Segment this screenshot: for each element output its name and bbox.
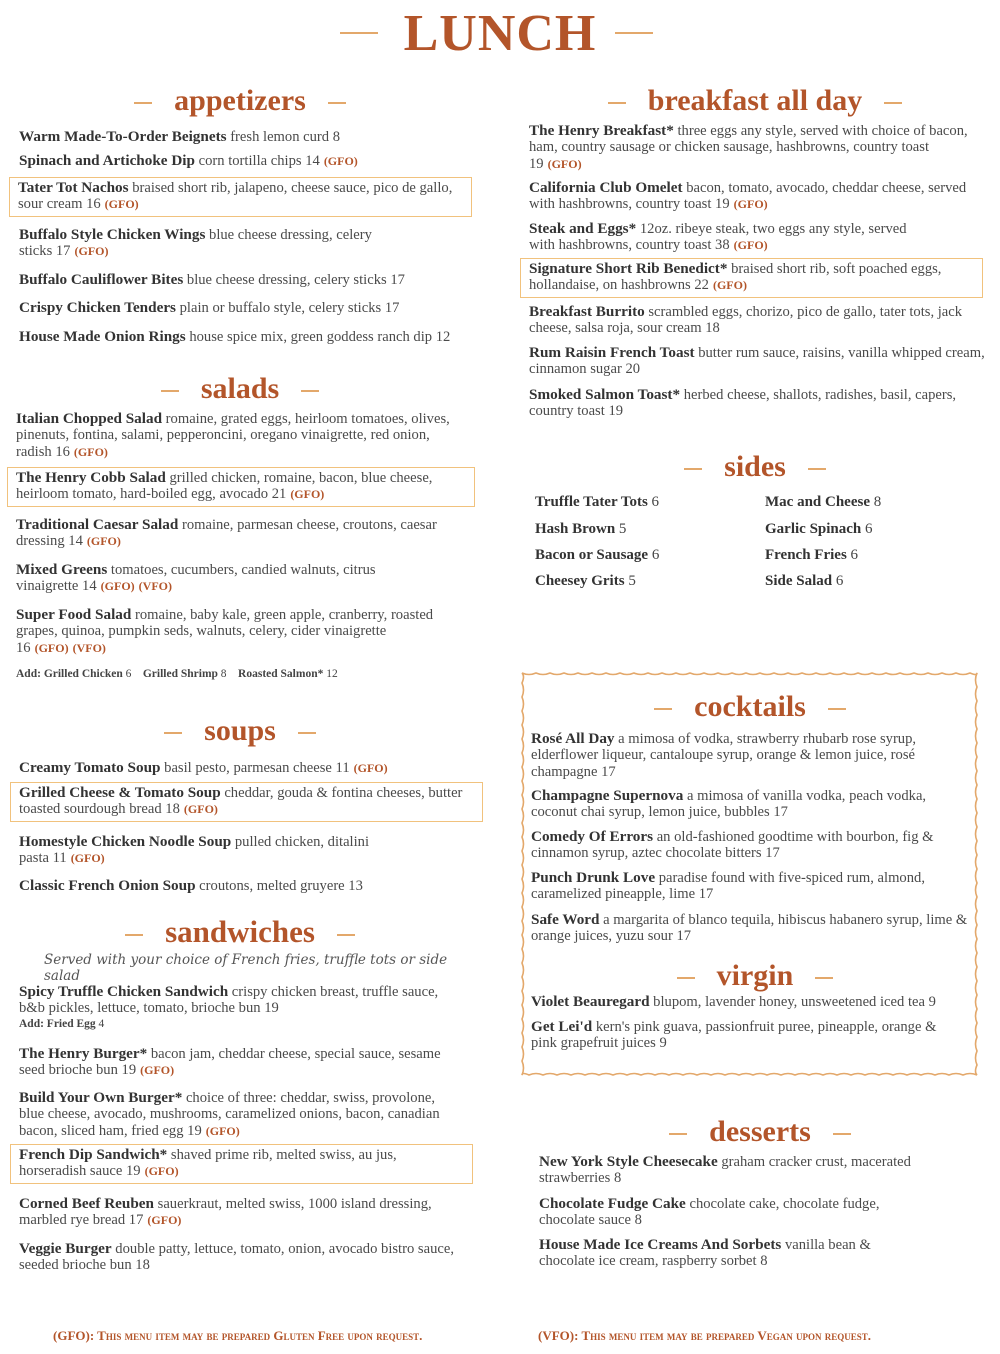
menu-item-featured: Tater Tot Nachos braised short rib, jalapeno, cheese sauce, pico de gallo, sour cream 16 (GFO) (9, 177, 472, 217)
menu-item: House Made Onion Rings house spice mix, green goddess ranch dip 12 (19, 328, 451, 345)
menu-item: Italian Chopped Salad romaine, grated eggs, heirloom tomatoes, olives, pinenuts, fontina, salami, pepperoncini, oregano vinaigrette, red onion, radish 16 (GFO) (16, 410, 450, 460)
cocktails-title: cocktails (600, 690, 900, 724)
menu-item-featured: Signature Short Rib Benedict* braised short rib, soft poached eggs, hollandaise, on hashbrowns 22 (GFO) (520, 258, 983, 298)
menu-item: Veggie Burger double patty, lettuce, tomato, onion, avocado bistro sauce, seeded brioche bun 18 (19, 1240, 454, 1274)
menu-item: California Club Omelet bacon, tomato, avocado, cheddar cheese, served with hashbrowns, country toast 19 (GFO) (529, 179, 967, 213)
side-item: Bacon or Sausage 6 (535, 547, 660, 563)
menu-item: Corned Beef Reuben sauerkraut, melted swiss, 1000 island dressing, marbled rye bread 17 (GFO) (19, 1195, 432, 1229)
desserts-title: desserts (610, 1115, 910, 1149)
menu-item: Traditional Caesar Salad romaine, parmesan cheese, croutons, caesar dressing 14 (GFO) (16, 516, 437, 550)
menu-item: Steak and Eggs* 12oz. ribeye steak, two eggs any style, served with hashbrowns, country toast 38 (GFO) (529, 220, 907, 254)
appetizers-title: appetizers (90, 84, 390, 118)
sandwiches-note: Served with your choice of French fries, truffle tots or side salad (44, 952, 448, 984)
side-item: French Fries 6 (765, 547, 859, 563)
menu-item: Classic French Onion Soup croutons, melted gruyere 13 (19, 877, 363, 894)
menu-item-featured: French Dip Sandwich* shaved prime rib, melted swiss, au jus, horseradish sauce 19 (GFO) (10, 1144, 473, 1184)
menu-item: Homestyle Chicken Noodle Soup pulled chicken, ditalini pasta 11 (GFO) (19, 833, 370, 867)
salads-title: salads (90, 372, 390, 406)
sides-title: sides (605, 450, 905, 484)
side-item: Truffle Tater Tots 6 (535, 494, 660, 510)
side-item: Side Salad 6 (765, 573, 844, 589)
menu-item: Buffalo Cauliflower Bites blue cheese dressing, celery sticks 17 (19, 271, 405, 288)
side-item: Cheesey Grits 5 (535, 573, 636, 589)
page-title: LUNCH (403, 5, 597, 62)
sandwich-addon: Add: Fried Egg 4 (19, 1018, 105, 1030)
salad-addons: Add: Grilled Chicken 6 Grilled Shrimp 8 Roasted Salmon* 12 (16, 668, 338, 680)
sandwiches-title: sandwiches (70, 915, 410, 949)
menu-item: Buffalo Style Chicken Wings blue cheese dressing, celery sticks 17 (GFO) (19, 226, 372, 260)
menu-item: Chocolate Fudge Cake chocolate cake, chocolate fudge, chocolate sauce 8 (539, 1195, 880, 1229)
menu-item: Build Your Own Burger* choice of three: cheddar, swiss, provolone, blue cheese, avocado, mushrooms, caramelized onions, bacon, canadian bacon, sliced ham, fried egg 19 (GFO) (19, 1089, 440, 1139)
menu-item: Smoked Salmon Toast* herbed cheese, shallots, radishes, basil, capers, country toast 19 (529, 386, 957, 420)
menu-item-featured: The Henry Cobb Salad grilled chicken, romaine, bacon, blue cheese, heirloom tomato, hard-boiled egg, avocado 21 (GFO) (7, 467, 475, 507)
footer-gfo-note: (GFO): This menu item may be prepared Gluten Free upon request. (53, 1328, 423, 1343)
menu-item: The Henry Breakfast* three eggs any style, served with choice of bacon, ham, country sausage or chicken sausage, hashbrowns, country toast 19 (GFO) (529, 122, 968, 172)
breakfast-title: breakfast all day (555, 84, 955, 118)
side-item: Mac and Cheese 8 (765, 494, 882, 510)
side-item: Garlic Spinach 6 (765, 521, 873, 537)
menu-item: Crispy Chicken Tenders plain or buffalo style, celery sticks 17 (19, 299, 400, 316)
menu-item: Rosé All Day a mimosa of vodka, strawberry rhubarb rose syrup, elderflower liqueur, cantaloupe syrup, orange & lemon juice, rosé champagne 17 (531, 730, 917, 780)
side-item: Hash Brown 5 (535, 521, 627, 537)
menu-item: New York Style Cheesecake graham cracker crust, macerated strawberries 8 (539, 1153, 911, 1187)
footer-vfo-note: (VFO): This menu item may be prepared Vegan upon request. (538, 1328, 872, 1343)
menu-item: Punch Drunk Love paradise found with five-spiced rum, almond, caramelized pineapple, lime 17 (531, 869, 925, 903)
menu-item: Mixed Greens tomatoes, cucumbers, candied walnuts, citrus vinaigrette 14 (GFO) (VFO) (16, 561, 376, 595)
menu-item: Violet Beauregard blupom, lavender honey, unsweetened iced tea 9 (531, 993, 936, 1010)
menu-item: Get Lei'd kern's pink guava, passionfruit puree, pineapple, orange & pink grapefruit juices 9 (531, 1018, 937, 1052)
menu-item: Creamy Tomato Soup basil pesto, parmesan cheese 11 (GFO) (19, 759, 388, 776)
menu-item: The Henry Burger* bacon jam, cheddar cheese, special sauce, sesame seed brioche bun 19 (GFO) (19, 1045, 441, 1079)
menu-item: Breakfast Burrito scrambled eggs, chorizo, pico de gallo, tater tots, jack cheese, salsa roja, sour cream 18 (529, 303, 963, 337)
menu-item: Spinach and Artichoke Dip corn tortilla chips 14 (GFO) (19, 152, 358, 169)
title-dash-right (615, 32, 653, 34)
menu-item: Rum Raisin French Toast butter rum sauce, raisins, vanilla whipped cream, cinnamon sugar 20 (529, 344, 985, 378)
menu-item: Warm Made-To-Order Beignets fresh lemon curd 8 (19, 128, 341, 145)
menu-item: Champagne Supernova a mimosa of vanilla vodka, peach vodka, coconut chai syrup, lemon juice, bubbles 17 (531, 787, 927, 821)
menu-item: Spicy Truffle Chicken Sandwich crispy chicken breast, truffle sauce, b&b pickles, lettuce, tomato, brioche bun 19 (19, 983, 439, 1017)
menu-item: Safe Word a margarita of blanco tequila, hibiscus habanero syrup, lime & orange juices, yuzu sour 17 (531, 911, 968, 945)
virgin-title: virgin (605, 959, 905, 993)
menu-item: Super Food Salad romaine, baby kale, green apple, cranberry, roasted grapes, quinoa, pumpkin seds, walnuts, celery, cider vinaigrette 16 (GFO) (VFO) (16, 606, 434, 656)
menu-item: House Made Ice Creams And Sorbets vanilla bean & chocolate ice cream, raspberry sorbet 8 (539, 1236, 871, 1270)
menu-item-featured: Grilled Cheese & Tomato Soup cheddar, gouda & fontina cheeses, butter toasted sourdough bread 18 (GFO) (10, 782, 483, 822)
soups-title: soups (90, 714, 390, 748)
menu-item: Comedy Of Errors an old-fashioned goodtime with bourbon, fig & cinnamon syrup, aztec chocolate bitters 17 (531, 828, 934, 862)
